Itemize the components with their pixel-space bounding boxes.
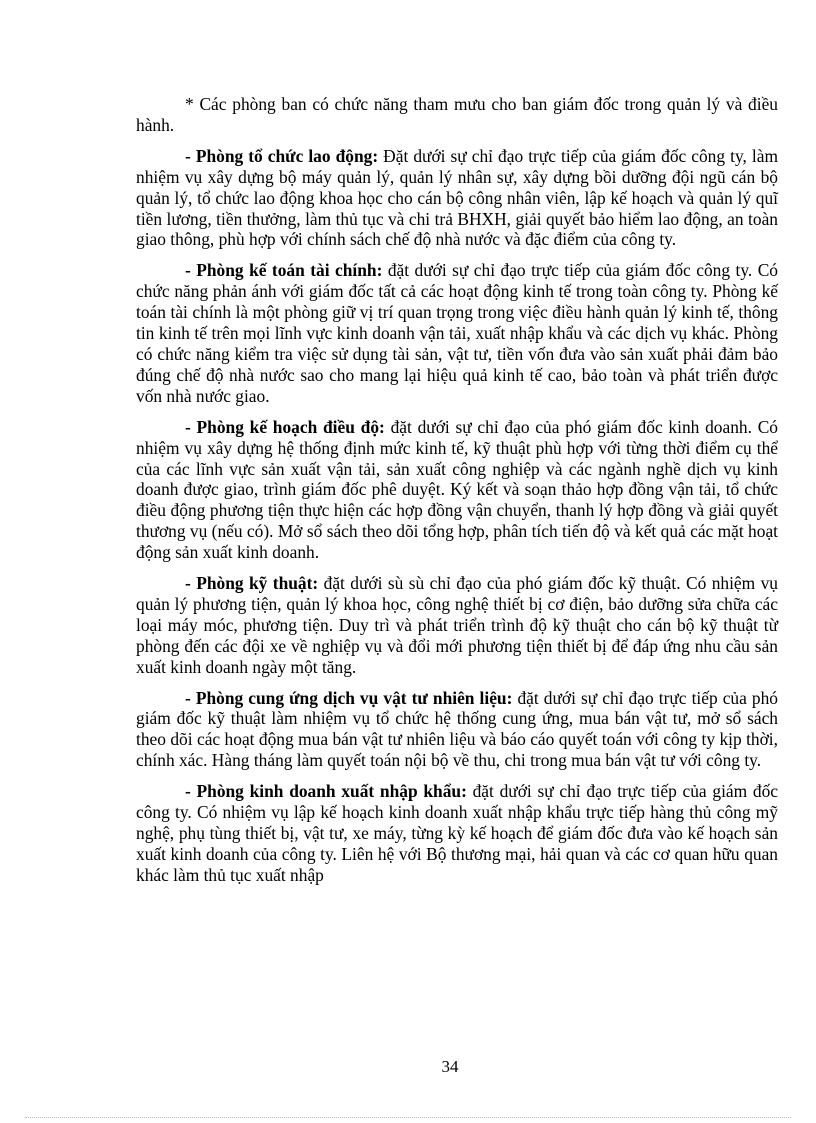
section-ky-thuat	[136, 573, 778, 678]
section-ke-hoach-dieu-do	[136, 417, 778, 563]
document-page	[136, 94, 778, 896]
footer-divider	[25, 1117, 791, 1118]
section-heading: - Phòng kế hoạch điều độ:	[185, 416, 385, 437]
section-body: đặt dưới sự chỉ đạo trực tiếp của giám đốc công ty. Có nhiệm vụ lập kế hoạch kinh doanh xuất nhập khẩu trực tiếp hàng thủ công mỹ nghệ, phụ tùng thiết bị, vật tư, xe máy, từng kỳ kế hoạch để giám đốc đưa vào kế hoạch sản xuất kinh doanh của công ty. Liên hệ với Bộ thương mại, hải quan và các cơ quan hữu quan khác làm thủ tục xuất nhập	[136, 781, 779, 885]
section-heading: - Phòng kinh doanh xuất nhập khẩu:	[185, 781, 467, 802]
section-heading: - Phòng kế toán tài chính:	[185, 260, 383, 281]
section-kinh-doanh-xuat-nhap-khau	[136, 781, 778, 886]
intro-paragraph: * Các phòng ban có chức năng tham mưu cho ban giám đốc trong quản lý và điều hành.	[136, 94, 778, 135]
section-body: đặt dưới sự chỉ đạo trực tiếp của phó giám đốc kỹ thuật làm nhiệm vụ tổ chức hệ thống cung ứng, mua bán vật tư, mở sổ sách theo dõi các hoạt động mua bán vật tư nhiên liệu và báo cáo quyết toán với công ty kịp thời, chính xác. Hàng tháng làm quyết toán nội bộ về thu, chi trong mua bán vật tư với công ty.	[136, 687, 778, 771]
section-body: đặt dưới sự chỉ đạo của phó giám đốc kinh doanh. Có nhiệm vụ xây dựng hệ thống định mức kinh tế, kỹ thuật phù hợp với từng thời điểm cụ thể của các lĩnh vực sản xuất vận tải, sản xuất công nghiệp và các ngành nghề dịch vụ kinh doanh được giao, trình giám đốc phê duyệt. Ký kết và soạn thảo hợp đồng vận tải, tổ chức điều động phương tiện thực hiện các hợp đồng vận chuyển, thanh lý hợp đồng và giải quyết thương vụ (nếu có). Mở sổ sách theo dõi tổng hợp, phân tích tiến độ và kết quả các mặt hoạt động sản xuất kinh doanh.	[136, 416, 778, 563]
section-ke-toan-tai-chinh	[136, 260, 778, 406]
section-heading: - Phòng tổ chức lao động:	[185, 145, 379, 166]
section-body: đặt dưới sự chỉ đạo trực tiếp của giám đốc công ty. Có chức năng phản ánh với giám đốc tất cả các hoạt động kinh tế trong toàn công ty. Phòng kế toán tài chính là một phòng giữ vị trí quan trọng trong việc điều hành quản lý kinh tế, thông tin kinh tế trên mọi lĩnh vực kinh doanh vận tải, xuất nhập khẩu và các dịch vụ khác. Phòng có chức năng kiểm tra việc sử dụng tài sản, vật tư, tiền vốn đưa vào sản xuất phải đảm bảo đúng chế độ nhà nước sao cho mang lại hiệu quả kinh tế cao, bảo toàn và phát triển được vốn nhà nước giao.	[136, 260, 778, 406]
section-heading: - Phòng kỹ thuật:	[185, 573, 319, 594]
section-body: đặt dưới sù sù chỉ đạo của phó giám đốc kỹ thuật. Có nhiệm vụ quản lý phương tiện, quản lý khoa học, công nghệ thiết bị cơ điện, bảo dưỡng sửa chữa các loại máy móc, phương tiện. Duy trì và phát triển trình độ kỹ thuật cho cán bộ kỹ thuật từ phòng đến các đội xe về nghiệp vụ và đổi mới phương tiện thiết bị để đáp ứng nhu cầu sản xuất kinh doanh ngày một tăng.	[136, 573, 778, 677]
section-body: Đặt dưới sự chỉ đạo trực tiếp của giám đốc công ty, làm nhiệm vụ xây dựng bộ máy quản lý, quản lý nhân sự, xây dựng bồi dưỡng đội ngũ cán bộ quản lý, tổ chức lao động khoa học cho cán bộ công nhân viên, lập kế hoạch và quản lý quĩ tiền lương, tiền thưởng, làm thủ tục và chi trả BHXH, giải quyết bảo hiểm lao động, an toàn giao thông, phù hợp với chính sách chế độ nhà nước và đặc điểm của công ty.	[136, 145, 778, 250]
section-cung-ung-vat-tu	[136, 688, 778, 772]
section-to-chuc-lao-dong	[136, 146, 778, 251]
section-heading: - Phòng cung ứng dịch vụ vật tư nhiên liệu:	[185, 687, 513, 708]
page-number: 34	[441, 1057, 459, 1076]
